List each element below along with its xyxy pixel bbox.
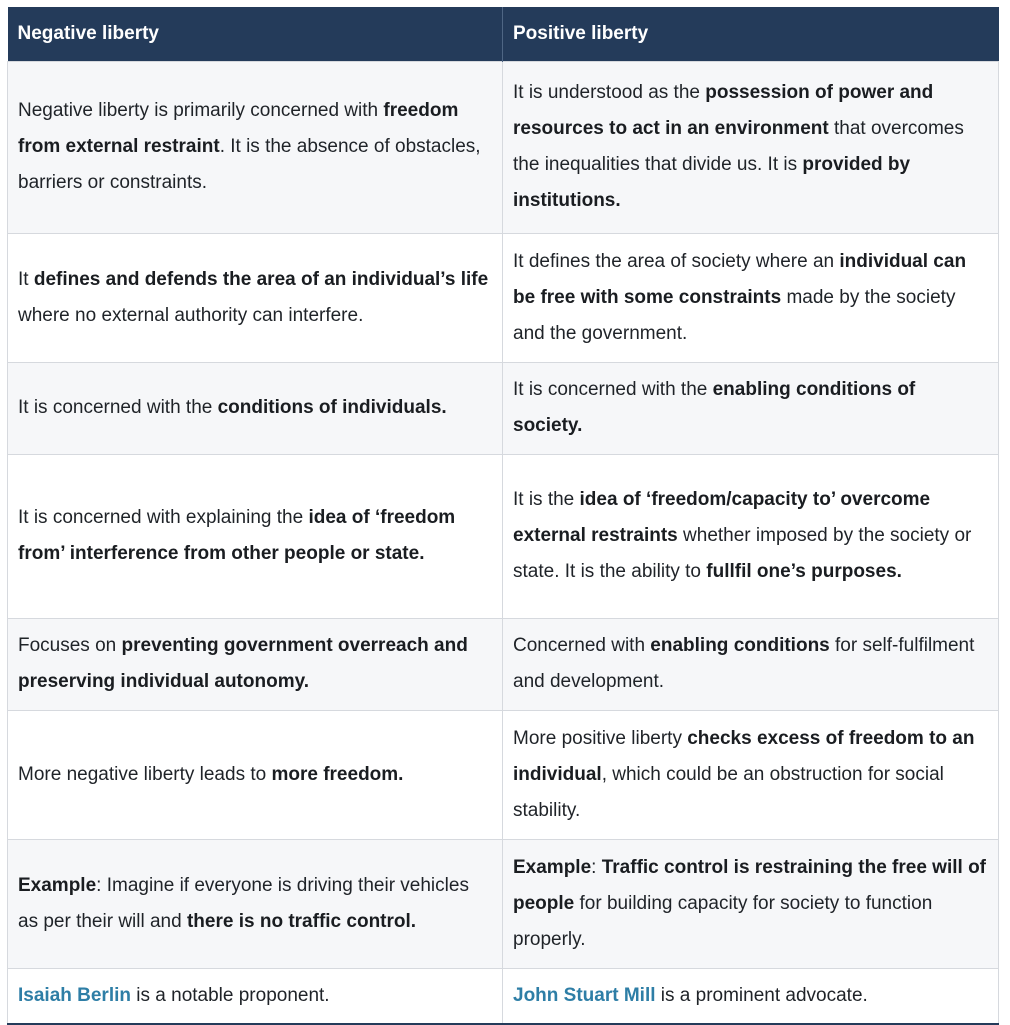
bold-text: there is no traffic control. (186, 910, 417, 932)
cell-text: : (591, 856, 602, 878)
positive-liberty-cell (503, 618, 999, 710)
negative-liberty-cell (8, 362, 503, 454)
positive-liberty-cell (503, 454, 999, 618)
positive-liberty-cell (503, 61, 999, 233)
proponent-link[interactable]: Isaiah Berlin (18, 984, 131, 1006)
bold-text: defines and defends the area of an individual’s life (33, 268, 489, 290)
positive-liberty-cell (503, 233, 999, 362)
positive-liberty-cell (503, 968, 999, 1024)
header-negative-liberty: Negative liberty (8, 7, 503, 61)
liberty-comparison-table (7, 7, 999, 1025)
cell-text: It is concerned with explaining the (18, 507, 309, 528)
cell-text: It is concerned with the (513, 379, 713, 400)
table-row (8, 618, 999, 710)
positive-liberty-cell (503, 362, 999, 454)
cell-text: whether imposed by the society or state. It is the ability to (513, 525, 972, 582)
positive-liberty-cell (503, 710, 999, 839)
cell-text: It is the (513, 489, 580, 510)
table-row (8, 454, 999, 618)
bold-text: individual can be free with some constraints (513, 250, 967, 308)
positive-liberty-cell (503, 839, 999, 968)
proponent-link[interactable]: John Stuart Mill (513, 984, 656, 1006)
cell-text: for self-fulfilment and development. (513, 635, 975, 692)
negative-liberty-cell (8, 618, 503, 710)
table-row (8, 362, 999, 454)
negative-liberty-cell (8, 454, 503, 618)
bold-text: enabling conditions of society. (513, 379, 916, 436)
bold-text: freedom from external restraint (18, 100, 459, 157)
bold-text: fullfil one’s purposes. (706, 561, 902, 582)
cell-text: that overcomes the inequalities that divide us. It is (513, 118, 964, 175)
negative-liberty-cell (8, 233, 503, 362)
table-row (8, 839, 999, 968)
cell-text: . It is the absence of obstacles, barriers or constraints. (18, 136, 481, 193)
header-positive-liberty: Positive liberty (503, 7, 999, 61)
bold-text: idea of ‘freedom from’ interference from other people or state. (18, 507, 456, 564)
table-header (8, 7, 999, 61)
cell-text: It (18, 268, 34, 290)
cell-text: made by the society and the government. (513, 286, 956, 344)
header-row (8, 7, 999, 61)
bold-text: possession of power and resources to act in an environment (513, 82, 934, 139)
table-row (8, 710, 999, 839)
cell-text: , which could be an obstruction for social stability. (513, 763, 944, 821)
cell-text: where no external authority can interfere. (18, 304, 364, 326)
cell-text: is a prominent advocate. (655, 984, 868, 1006)
cell-text: is a notable proponent. (131, 984, 330, 1006)
cell-text: It is concerned with the (18, 397, 218, 418)
bold-text: Example (513, 856, 592, 878)
table-body (8, 61, 999, 1024)
bold-text: idea of ‘freedom/capacity to’ overcome external restraints (513, 489, 931, 546)
cell-text: for building capacity for society to function properly. (513, 892, 933, 950)
negative-liberty-cell (8, 61, 503, 233)
cell-text: Concerned with (513, 635, 651, 656)
bold-text: more freedom. (271, 763, 404, 785)
cell-text: More positive liberty (513, 727, 688, 749)
cell-text: It is understood as the (513, 82, 706, 103)
bold-text: preventing government overreach and preserving individual autonomy. (18, 635, 468, 692)
table-row (8, 233, 999, 362)
cell-text: Focuses on (18, 635, 122, 656)
bold-text: Example (18, 874, 97, 896)
bold-text: checks excess of freedom to an individual (513, 727, 975, 785)
bold-text: Traffic control is restraining the free will of people (513, 856, 987, 914)
bold-text: conditions of individuals. (217, 397, 447, 418)
cell-text: It defines the area of society where an (513, 250, 840, 272)
negative-liberty-cell (8, 968, 503, 1024)
bold-text: enabling conditions (650, 635, 830, 656)
table-row (8, 968, 999, 1024)
table-row (8, 61, 999, 233)
negative-liberty-cell (8, 839, 503, 968)
cell-text: : Imagine if everyone is driving their vehicles as per their will and (18, 874, 469, 932)
cell-text: Negative liberty is primarily concerned with (18, 100, 384, 121)
cell-text: More negative liberty leads to (18, 763, 272, 785)
negative-liberty-cell (8, 710, 503, 839)
bold-text: provided by institutions. (513, 154, 911, 211)
